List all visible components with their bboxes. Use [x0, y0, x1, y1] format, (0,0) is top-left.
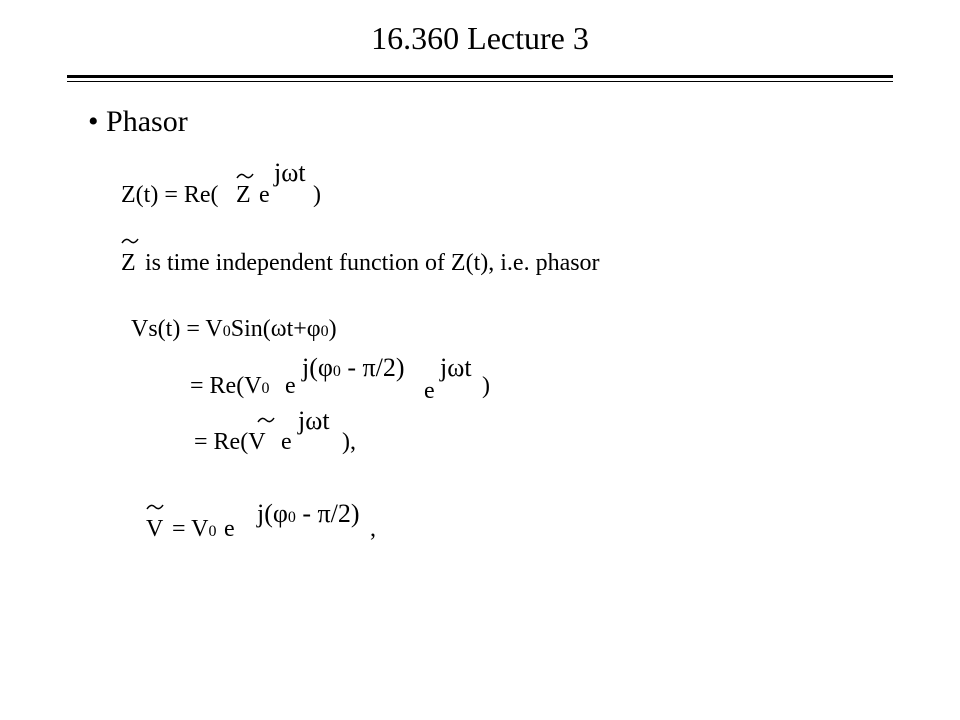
line2-exponent2: jωt [440, 353, 472, 382]
line3-exponent: jωt [298, 406, 330, 435]
vdef-exp-a: j(φ [257, 499, 288, 528]
vdef-v: V [146, 516, 164, 542]
vdef-comma: , [370, 516, 376, 542]
vdef-eq: = V [172, 516, 209, 542]
line2-lhs [190, 374, 270, 398]
title-rule-thin [67, 81, 893, 82]
line3-eq: = Re(V [194, 429, 266, 455]
line2-exp-sub: 0 [332, 363, 341, 380]
slide-title: 16.360 Lecture 3 [371, 20, 589, 56]
bullet-phasor [88, 107, 188, 137]
title-rule-thick [67, 75, 893, 78]
vdef-exp-b: - π/2) [302, 499, 360, 528]
vdef-rhs [172, 517, 216, 541]
line2-eq: = Re(V [190, 373, 262, 399]
line3-close: ), [342, 429, 356, 455]
line2-exp-b: - π/2) [347, 353, 405, 382]
tilde-mark [236, 171, 254, 181]
line2-e2: e [424, 378, 435, 404]
line2-exponent [302, 355, 405, 381]
eq1-exponent: jωt [274, 158, 306, 187]
vs-sub: 0 [320, 323, 329, 340]
vs-lhs: Vs(t) = V [131, 316, 223, 342]
eq1-close: ) [313, 182, 321, 208]
vdef-e: e [224, 516, 235, 542]
tilde-mark [146, 502, 164, 512]
line2-close: ) [482, 373, 490, 399]
line2-exp-a: j(φ [302, 353, 333, 382]
tilde-mark [121, 236, 139, 246]
vdef-sub: 0 [208, 523, 217, 540]
eq1-z: Z [236, 182, 251, 208]
eq1-e: e [259, 182, 270, 208]
vdef-exp-sub: 0 [287, 509, 296, 526]
bullet-glyph: • [88, 105, 99, 138]
vdef-exponent [257, 501, 360, 527]
tilde-mark [257, 415, 275, 425]
eq1-lhs: Z(t) = Re( [121, 182, 219, 208]
def-text: is time independent function of Z(t), i.e. phasor [145, 250, 600, 276]
vs-close: ) [328, 316, 337, 342]
vs-line [131, 317, 337, 341]
line2-e: e [285, 373, 296, 399]
def-z: Z [121, 250, 136, 276]
vs-sub: 0 [222, 323, 231, 340]
line3-e: e [281, 429, 292, 455]
vs-mid: Sin(ωt+φ [230, 316, 321, 342]
bullet-label: Phasor [106, 105, 188, 138]
line2-sub: 0 [261, 380, 270, 397]
